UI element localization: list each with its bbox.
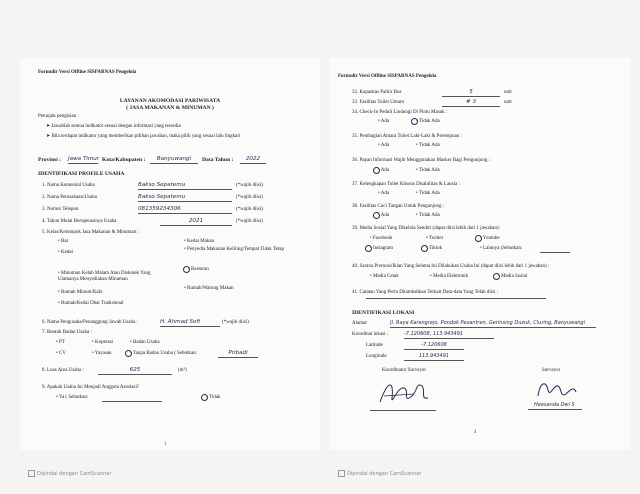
option-ada[interactable]: • Ada [378, 168, 389, 174]
q34-label: 34. Check-In Peduli Lindungi Di Pintu Masuk : [352, 110, 448, 115]
option-restoran[interactable]: • Restoran [188, 267, 209, 273]
alamat-field[interactable]: Jl. Raya Karangrejo, Pondok Pesantren, Gerinsing Duzuk, Cluring, Banyuwangi [390, 320, 596, 328]
option-yayasan[interactable]: • Yayasan [92, 351, 112, 356]
required-note: (*wajib diisi) [222, 320, 249, 325]
field-label: 4. Tahun Mulai Beroperasinya Usaha [42, 219, 117, 224]
lokasi-heading: IDENTIFIKASI LOKASI [352, 310, 415, 316]
toilet-umum-field[interactable]: # 3 [442, 99, 500, 107]
heading-main: LAYANAN AKOMODASI PARIWISATA [119, 98, 221, 104]
field-label: 2. Nama Perusahaan/Usaha [42, 195, 97, 200]
option-kedai[interactable]: • Kedai [58, 250, 73, 255]
option-koperasi[interactable]: • Koperasi [92, 340, 114, 345]
page-number: 4 [474, 430, 477, 435]
badan-usaha-other-field[interactable]: Pribadi [218, 350, 258, 358]
selected-circle [125, 350, 132, 357]
option-youtube[interactable]: • Youtube [480, 236, 500, 242]
option-media-sosial[interactable]: • Media Sosial [498, 274, 527, 280]
q40-label: 40. Sarana Promosi/Iklan Yang Selama Ini Dilakukan Usaha Ini (dapat diisi lebih dari 1 jawaban) : [352, 264, 550, 269]
tahun-label: Data Tahun : [202, 157, 234, 163]
option-bar[interactable]: • Bar [58, 239, 69, 244]
option-facebook[interactable]: • Facebook [370, 236, 393, 241]
required-note: (*wajib diisi) [236, 207, 263, 212]
provinsi-field[interactable]: Jawa Timur [68, 156, 100, 162]
form-title: Formulir Versi Offline SISPARNAS Pengelola [338, 74, 437, 79]
koordinator-signature-icon [374, 376, 434, 408]
q5-label: 5. Kelas/Kelompok Jasa Makanan & Minuman : [42, 230, 139, 235]
koordinat-label: Koordinat lokasi : [352, 332, 389, 337]
selected-circle [411, 118, 418, 125]
q6-label: 6. Nama Pengusaha/Penanggung Jawab Usaha : [42, 320, 138, 325]
instruction-item: ➤ Jawablah semua indikator sesuai dengan informasi yang tersedia [46, 124, 181, 129]
scanner-watermark: Dipindai dengan CamScanner [28, 470, 112, 477]
field-label: 3. Nomor Telepon [42, 207, 79, 212]
unit-label: unit [504, 90, 512, 95]
camscanner-icon [338, 470, 345, 477]
option-badan-usaha[interactable]: • Badan Usaha [130, 340, 160, 345]
q38-label: 38. Fasilitas Cuci Tangan Untuk Pengunjung : [352, 204, 445, 209]
q36-label: 36. Papan Informasi Wajib Menggunakan Masker Bagi Pengunjung : [352, 158, 490, 163]
selected-circle [373, 212, 380, 219]
selected-circle [183, 266, 190, 273]
instructions-title: Petunjuk pengisian : [38, 114, 79, 119]
option-keliling[interactable]: • Penyedia Makanan Keliling/Tempat Tidak Tetap [184, 247, 284, 252]
scanner-watermark: Dipindai dengan CamScanner [338, 470, 422, 477]
option-ada[interactable]: • Ada [378, 191, 390, 196]
selected-circle [201, 394, 208, 401]
nama-perusahaan-field[interactable]: Bakso Sepatemu [138, 194, 232, 202]
option-ada[interactable]: • Ada [378, 143, 390, 148]
provinsi-label: Provinsi : [38, 157, 62, 163]
form-page-left [20, 58, 320, 450]
option-media-elektronik[interactable]: • Media Elektronik [430, 274, 469, 279]
kota-label: Kota/Kabupaten : [102, 157, 146, 163]
longitude-label: Longitude [366, 354, 387, 359]
surveyor-name: Heesanda Dwi S [534, 402, 575, 408]
instruction-item: ➤ Bila terdapat indikator yang memberikan pilihan jawaban, maka pilih yang sesuai lalu lingkari [46, 134, 241, 139]
form-page-right [330, 58, 630, 450]
option-tiktok[interactable]: • Tiktok [426, 246, 442, 252]
q41-label: 41. Catatan Yang Perlu Ditambahkan Terkait Data-data Yang Telah diisi : [352, 290, 499, 295]
form-title: Formulir Versi Offline SISPARNAS Pengelola [38, 70, 137, 75]
asosiasi-field[interactable] [102, 395, 162, 402]
tahun-field[interactable]: 2022 [240, 156, 266, 164]
field-label: 1. Nama Komersial Usaha [42, 183, 95, 188]
nama-komersial-field[interactable]: Bakso Sepatemu [138, 182, 232, 190]
option-ada[interactable]: • Ada [378, 213, 389, 219]
section-profile-heading: IDENTIFIKASI PROFILE USAHA [38, 171, 125, 177]
option-obat-tradisional[interactable]: • Rumah/Kedai Obat Tradisional [58, 301, 124, 306]
option-kedai-makan[interactable]: • Kedai Makan [184, 239, 215, 244]
option-tidak-ada[interactable]: • Tidak Ada [416, 143, 440, 148]
q8-label: 8. Luas Area Usaha : [42, 368, 84, 373]
unit-label: (m²) [178, 368, 187, 373]
kota-field[interactable]: Banyuwangi [150, 156, 198, 164]
selected-circle [421, 245, 428, 252]
option-lainnya[interactable]: • Lainnya (Sebutkan: [480, 246, 523, 251]
latitude-label: Latitude [366, 343, 383, 348]
selected-circle [365, 245, 372, 252]
q33-label: 33. Fasilitas Toilet Umum [352, 100, 405, 105]
selected-circle [493, 273, 500, 280]
page-number: 1 [164, 442, 167, 447]
catatan-field[interactable] [366, 298, 546, 299]
penanggung-jawab-field[interactable]: H. Ahmad Sofi [160, 319, 220, 327]
q39-label: 39. Media Sosial Yang Dikelola Sendiri (dapat diisi lebih dari 1 jawaban): [352, 226, 500, 231]
option-tanpa-badan-usaha[interactable]: • Tanpa Badan Usaha ( Sebutkan: [130, 351, 197, 357]
option-warung-makan[interactable]: • Rumah/Warung Makan [184, 286, 234, 291]
selected-circle [373, 167, 380, 174]
option-kafe[interactable]: • Rumah Minum/Kafe [58, 290, 103, 295]
signature-line [370, 410, 436, 411]
required-note: (*wajib diisi) [236, 195, 263, 200]
q7-label: 7. Bentuk Badan Usaha : [42, 330, 92, 335]
luas-area-field[interactable]: 625 [98, 367, 172, 375]
option-pt[interactable]: • PT [56, 340, 65, 345]
camscanner-icon [28, 470, 35, 477]
option-media-cetak[interactable]: • Media Cetak [370, 274, 399, 279]
heading-sub: ( JASA MAKANAN & MINUMAN ) [126, 105, 214, 111]
surveyor-signature-icon [530, 376, 580, 404]
tahun-operasi-field[interactable]: 2021 [160, 218, 232, 226]
option-cv[interactable]: • CV [56, 351, 66, 356]
longitude-field[interactable]: 113.943491 [404, 353, 464, 361]
required-note: (*wajib diisi) [236, 183, 263, 188]
parkir-bus-field[interactable]: 5 [442, 89, 500, 97]
telepon-field[interactable]: 081359234306 [138, 206, 232, 214]
koordinat-field[interactable]: -7.120608, 113.943491 [404, 331, 494, 339]
surveyor-label: Surveyor [542, 368, 561, 373]
option-ya[interactable]: • Ya ( Sebutkan: [56, 395, 89, 400]
option-tidak-ada[interactable]: • Tidak Ada [416, 168, 440, 173]
option-tidak-ada[interactable]: • Tidak Ada [416, 191, 440, 196]
signature-line [528, 409, 582, 410]
lainnya-field[interactable] [540, 246, 570, 253]
koordinator-label: Koordinator Surveyor [382, 368, 427, 373]
arrow-icon: ➤ [46, 124, 52, 129]
q9-label: 9. Apakah Usaha Ini Menjadi Anggota Asosiasi? [42, 385, 140, 390]
option-kelab-malam[interactable]: • Minuman Kelab Malam Atau Diskotek Yang Utamanya Menyediakan Minuman [58, 271, 151, 282]
unit-label: unit [504, 100, 512, 105]
q37-label: 37. Kelengkapan Toilet Khusus Disabilitas & Lansia : [352, 182, 460, 187]
option-tidak-ada[interactable]: • Tidak Ada [416, 119, 440, 125]
q35-label: 35. Pembagian Antara Toilet Laki-Laki & Perempuan : [352, 134, 462, 139]
option-instagram[interactable]: • Instagram [370, 246, 393, 252]
latitude-field[interactable]: -7.120608 [404, 342, 464, 350]
option-tidak-ada[interactable]: • Tidak Ada [416, 213, 440, 218]
option-ada[interactable]: • Ada [378, 119, 390, 124]
required-note: (*wajib diisi) [236, 219, 263, 224]
alamat-label: Alamat [352, 321, 367, 326]
arrow-icon: ➤ [46, 134, 52, 139]
q32-label: 32. Kapasitas Parkir Bus [352, 90, 402, 95]
selected-circle [475, 235, 482, 242]
option-twitter[interactable]: • Twitter [426, 236, 444, 241]
option-tidak[interactable]: • Tidak [206, 395, 220, 401]
